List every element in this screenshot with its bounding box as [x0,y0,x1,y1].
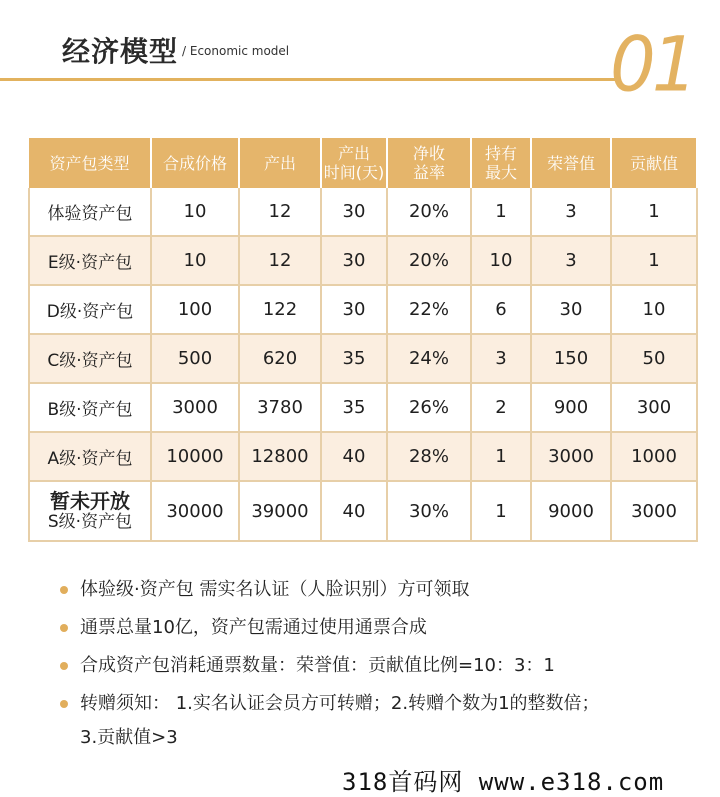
cell-days: 30 [321,236,387,285]
cell-output: 12 [239,236,321,285]
tier-label: S级·资产包 [47,512,133,532]
bullet-icon [60,700,68,708]
page-title: 经济模型 [62,35,179,68]
cell-yield: 28% [387,432,471,481]
header-days: 产出 时间(天) [321,138,387,188]
watermark: 318首码网 www.e318.com [342,768,665,796]
cell-honor: 30 [531,285,611,334]
list-item [60,616,700,640]
cell-type: A级·资产包 [29,432,151,481]
cell-price: 500 [151,334,239,383]
cell-honor: 900 [531,383,611,432]
not-open-notice: 暂未开放 [50,489,130,513]
cell-honor: 150 [531,334,611,383]
table-row [29,285,697,334]
cell-type: C级·资产包 [29,334,151,383]
cell-honor: 3 [531,188,611,236]
cell-price: 30000 [151,481,239,541]
cell-contribution: 10 [611,285,697,334]
cell-type: 体验资产包 [29,188,151,236]
cell-days: 35 [321,383,387,432]
cell-honor: 3 [531,236,611,285]
cell-contribution: 300 [611,383,697,432]
table-row [29,481,697,541]
header-price: 合成价格 [151,138,239,188]
cell-max: 1 [471,481,531,541]
cell-max: 3 [471,334,531,383]
cell-type: D级·资产包 [29,285,151,334]
list-item [60,692,700,716]
cell-price: 10000 [151,432,239,481]
header-contribution: 贡献值 [611,138,697,188]
cell-yield: 22% [387,285,471,334]
cell-contribution: 1000 [611,432,697,481]
cell-yield: 20% [387,236,471,285]
cell-contribution: 50 [611,334,697,383]
cell-output: 620 [239,334,321,383]
cell-output: 3780 [239,383,321,432]
cell-contribution: 1 [611,188,697,236]
cell-days: 30 [321,188,387,236]
cell-output: 122 [239,285,321,334]
cell-max: 6 [471,285,531,334]
cell-days: 40 [321,432,387,481]
cell-price: 10 [151,236,239,285]
header-output: 产出 [239,138,321,188]
economic-model-table [28,138,698,542]
bullet-icon [60,662,68,670]
cell-price: 100 [151,285,239,334]
table-header-row [29,138,697,188]
list-item [60,654,700,678]
cell-type: E级·资产包 [29,236,151,285]
cell-yield: 24% [387,334,471,383]
table-row [29,236,697,285]
table-row [29,334,697,383]
cell-price: 3000 [151,383,239,432]
bullet-icon [60,586,68,594]
note-text: 通票总量10亿，资产包需通过使用通票合成 [80,617,427,638]
notes-list [60,578,700,750]
cell-output: 39000 [239,481,321,541]
note-text: 体验级·资产包 需实名认证（人脸识别）方可领取 [80,579,470,600]
list-item [60,578,700,602]
cell-days: 40 [321,481,387,541]
cell-output: 12 [239,188,321,236]
cell-output: 12800 [239,432,321,481]
cell-max: 1 [471,432,531,481]
cell-days: 35 [321,334,387,383]
cell-honor: 9000 [531,481,611,541]
table-row [29,383,697,432]
table-row [29,188,697,236]
cell-yield: 26% [387,383,471,432]
page-header [0,0,720,109]
bullet-icon [60,624,68,632]
cell-honor: 3000 [531,432,611,481]
page-subtitle: / Economic model [182,44,290,58]
cell-days: 30 [321,285,387,334]
cell-contribution: 3000 [611,481,697,541]
cell-max: 2 [471,383,531,432]
header-yield: 净收 益率 [387,138,471,188]
header-divider [0,78,616,81]
header-type: 资产包类型 [29,138,151,188]
header-honor: 荣誉值 [531,138,611,188]
cell-price: 10 [151,188,239,236]
table-row [29,432,697,481]
cell-yield: 30% [387,481,471,541]
note-text: 合成资产包消耗通票数量：荣誉值：贡献值比例=10：3：1 [80,655,555,676]
cell-max: 1 [471,188,531,236]
header-max: 持有 最大 [471,138,531,188]
cell-type: B级·资产包 [29,383,151,432]
cell-contribution: 1 [611,236,697,285]
section-number: 01 [610,19,694,109]
cell-yield: 20% [387,188,471,236]
note-continuation: 3.贡献值>3 [80,727,178,748]
cell-type [29,481,151,541]
note-text: 转赠须知： 1.实名认证会员方可转赠；2.转赠个数为1的整数倍； [80,693,600,714]
cell-max: 10 [471,236,531,285]
